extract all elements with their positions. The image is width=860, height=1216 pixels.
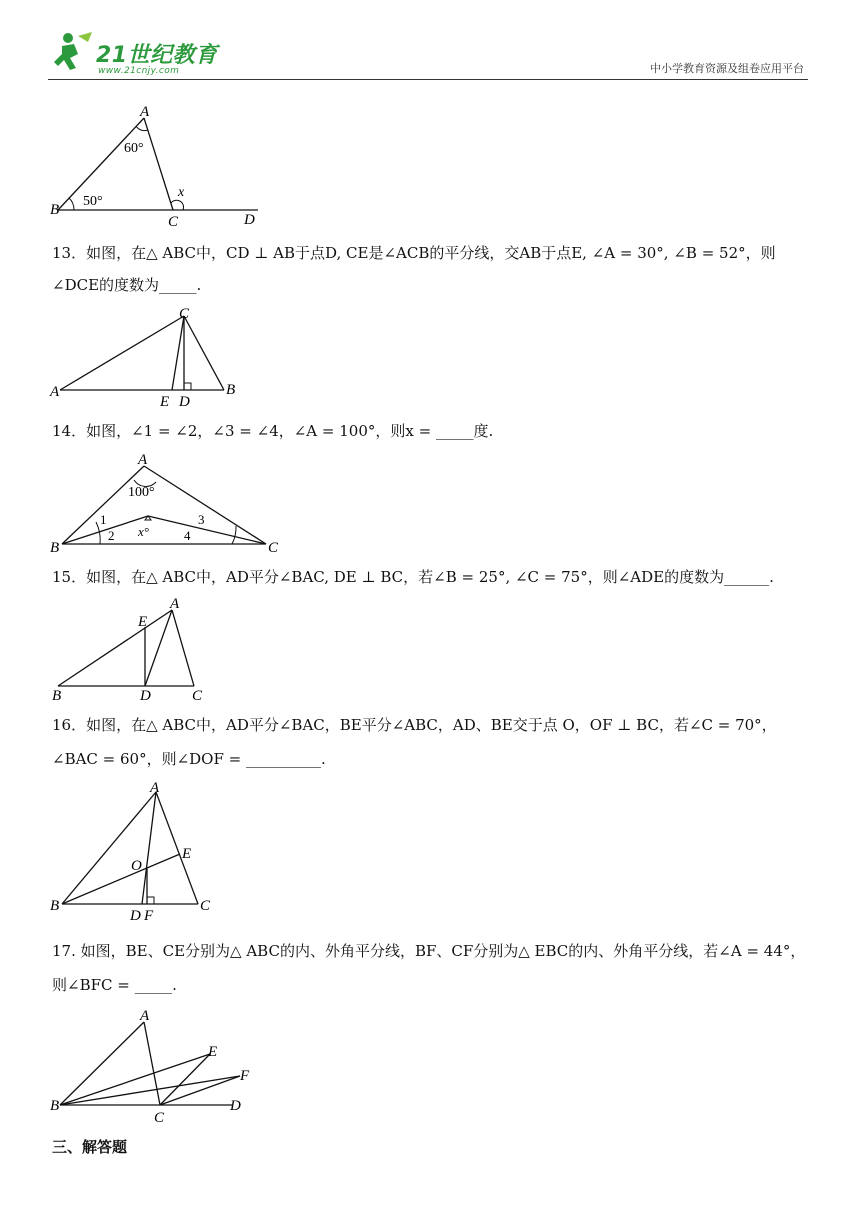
fig14-angle-3: 3 (198, 512, 205, 527)
fig13-label-b: B (226, 382, 236, 398)
header-platform-name: 中小学教育资源及组卷应用平台 (650, 62, 804, 75)
fig17-label-d: D (230, 1098, 241, 1114)
question-17-line-2: 则∠BFC = _____. (52, 976, 177, 994)
fig13-label-c: C (179, 306, 190, 322)
question-13-line-1: 13．如图，在△ ABC中，CD ⊥ AB于点D, CE是∠ACB的平分线，交AB于点E, ∠A = 30°, ∠B = 52°，则 (52, 244, 776, 262)
fig12-label-c: C (168, 214, 179, 230)
fig14-angle-2: 2 (108, 528, 115, 543)
fig12-angle-b: 50° (83, 194, 103, 209)
fig14-label-c: C (268, 540, 279, 554)
figure-16-triangle (48, 778, 228, 922)
question-14-line-1: 14．如图，∠1 = ∠2，∠3 = ∠4，∠A = 100°，则x = _____度. (52, 422, 494, 440)
header-divider (48, 79, 808, 80)
fig14-label-b: B (50, 540, 60, 554)
fig17-label-f: F (240, 1068, 250, 1084)
fig12-label-a: A (140, 104, 150, 120)
fig14-angle-1: 1 (100, 512, 107, 527)
fig16-label-a: A (150, 780, 160, 796)
site-logo (48, 28, 238, 78)
fig13-label-e: E (160, 394, 170, 410)
fig14-label-a: A (138, 452, 148, 468)
figure-14-triangle (48, 450, 288, 554)
question-17-line-1: 17. 如图，BE、CE分别为△ ABC的内、外角平分线，BF、CF分别为△ EBC的内、外角平分线，若∠A = 44°， (52, 942, 806, 960)
fig13-label-d: D (179, 394, 190, 410)
figure-17-triangle (48, 1004, 268, 1128)
question-13-line-2: ∠DCE的度数为_____. (52, 276, 202, 294)
fig16-label-f: F (144, 908, 154, 922)
fig15-label-a: A (170, 596, 180, 612)
figure-13-triangle (48, 302, 248, 410)
fig16-label-e: E (182, 846, 192, 862)
fig12-label-b: B (50, 202, 60, 218)
fig15-label-b: B (52, 688, 62, 704)
fig17-label-c: C (154, 1110, 165, 1126)
fig15-label-e: E (138, 614, 148, 630)
fig15-label-c: C (192, 688, 203, 704)
fig14-angle-4: 4 (184, 528, 191, 543)
logo-text: 21世纪教育 (96, 43, 218, 68)
question-15-line-1: 15．如图，在△ ABC中，AD平分∠BAC, DE ⊥ BC，若∠B = 25°, ∠C = 75°，则∠ADE的度数为______. (52, 568, 774, 586)
question-16-line-2: ∠BAC = 60°，则∠DOF = __________. (52, 750, 326, 768)
fig16-label-d: D (130, 908, 141, 922)
fig16-label-o: O (131, 858, 142, 874)
fig12-label-d: D (244, 212, 255, 228)
fig14-angle-a: 100° (128, 485, 155, 500)
figure-15-triangle (48, 594, 218, 706)
logo-url: www.21cnjy.com (98, 66, 180, 76)
runner-logo-icon (48, 28, 96, 78)
fig17-label-b: B (50, 1098, 60, 1114)
fig16-label-b: B (50, 898, 60, 914)
question-16-line-1: 16．如图，在△ ABC中，AD平分∠BAC，BE平分∠ABC，AD、BE交于点 O，OF ⊥ BC，若∠C = 70°， (52, 716, 777, 734)
fig17-label-e: E (208, 1044, 218, 1060)
fig17-label-a: A (140, 1008, 150, 1024)
fig15-label-d: D (140, 688, 151, 704)
figure-12-triangle (48, 100, 278, 230)
fig12-angle-a: 60° (124, 141, 144, 156)
fig16-label-c: C (200, 898, 211, 914)
section-3-title: 三、解答题 (52, 1138, 128, 1156)
fig12-angle-x: x (178, 185, 185, 200)
fig13-label-a: A (50, 384, 60, 400)
fig14-angle-x: x° (138, 524, 149, 539)
